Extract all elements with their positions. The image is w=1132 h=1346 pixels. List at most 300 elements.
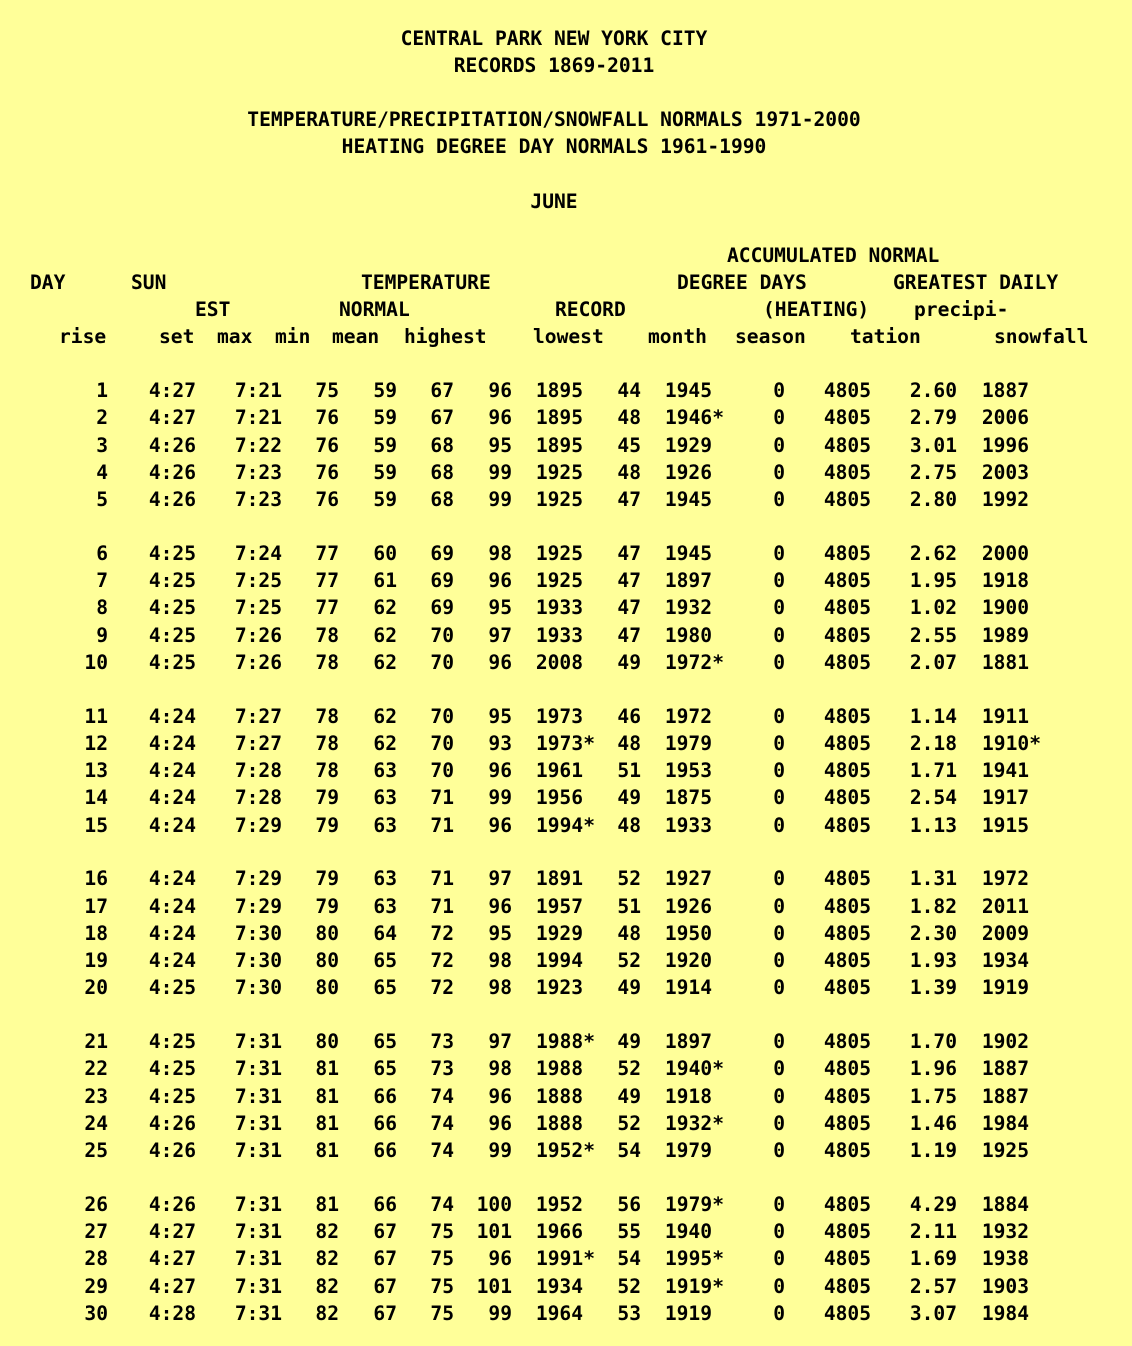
- cell-sun-rise: 4:25: [148, 976, 196, 1000]
- cell-record-lowest-year: 1953: [664, 759, 712, 782]
- cell-normal-min: 61: [373, 569, 397, 592]
- cell-day: 29: [84, 1274, 108, 1298]
- cell-record-highest: 96: [488, 894, 512, 918]
- cell-normal-mean: 69: [430, 541, 454, 565]
- cell-sun-rise: 4:24: [148, 704, 196, 728]
- cell-heating-month: 0: [773, 786, 785, 810]
- cell-precipitation-year: 1941: [981, 759, 1029, 782]
- cell-normal-max: 81: [315, 1139, 339, 1162]
- cell-record-lowest: 45: [617, 433, 641, 457]
- cell-record-lowest-year: 1995*: [665, 1247, 724, 1271]
- cell-record-highest: 99: [488, 786, 512, 810]
- cell-precipitation: 1.39: [909, 976, 957, 1000]
- cell-precipitation-year: 1917: [981, 786, 1029, 810]
- cell-record-highest-year: 1973: [535, 704, 583, 728]
- cell-precipitation: 2.55: [909, 623, 957, 647]
- cell-record-highest-year: 1994: [535, 949, 583, 972]
- cell-precipitation: 2.11: [909, 1220, 957, 1243]
- cell-day: 25: [84, 1139, 108, 1162]
- cell-record-lowest: 51: [617, 894, 641, 918]
- cell-record-highest-year: 1925: [535, 569, 583, 592]
- cell-heating-month: 0: [773, 1030, 785, 1053]
- cell-record-highest: 101: [476, 1220, 512, 1243]
- cell-record-highest-year: 1923: [535, 976, 583, 1000]
- cell-normal-min: 62: [373, 650, 397, 674]
- cell-heating-month: 0: [773, 1247, 785, 1271]
- cell-sun-set: 7:29: [234, 894, 282, 918]
- cell-sun-rise: 4:24: [148, 894, 196, 918]
- month-heading: JUNE: [530, 190, 578, 213]
- cell-normal-min: 66: [373, 1111, 397, 1135]
- cell-day: 13: [84, 759, 108, 782]
- cell-record-highest: 95: [488, 596, 512, 620]
- cell-sun-set: 7:30: [234, 921, 282, 945]
- cell-record-lowest: 54: [617, 1139, 641, 1162]
- cell-normal-max: 75: [315, 379, 339, 402]
- cell-record-highest-year: 1895: [535, 406, 583, 430]
- cell-heating-month: 0: [773, 894, 785, 918]
- cell-day: 30: [84, 1301, 108, 1325]
- greatest-daily-header: GREATEST DAILY: [893, 271, 1059, 294]
- cell-record-highest-year: 1994*: [536, 813, 595, 837]
- cell-sun-set: 7:31: [234, 1220, 282, 1243]
- cell-record-lowest-year: 1945: [664, 379, 712, 402]
- cell-record-lowest: 49: [617, 1084, 641, 1108]
- est-header: EST: [195, 298, 231, 321]
- cell-record-lowest: 47: [617, 488, 641, 511]
- cell-record-highest-year: 1925: [535, 460, 583, 484]
- cell-heating-month: 0: [773, 949, 785, 972]
- cell-precipitation: 1.75: [909, 1084, 957, 1108]
- cell-record-highest-year: 2008: [535, 650, 583, 674]
- cell-record-lowest: 51: [617, 759, 641, 782]
- cell-record-lowest: 55: [617, 1220, 641, 1243]
- cell-sun-set: 7:28: [234, 759, 282, 782]
- cell-sun-rise: 4:26: [148, 1139, 196, 1162]
- cell-normal-max: 78: [315, 650, 339, 674]
- cell-sun-set: 7:26: [234, 650, 282, 674]
- cell-heating-month: 0: [773, 704, 785, 728]
- cell-normal-mean: 70: [430, 731, 454, 755]
- cell-precipitation: 1.19: [909, 1139, 957, 1162]
- cell-normal-min: 63: [373, 759, 397, 782]
- cell-precipitation: 1.13: [909, 813, 957, 837]
- cell-precipitation: 2.18: [909, 731, 957, 755]
- cell-heating-month: 0: [773, 596, 785, 620]
- cell-record-highest: 98: [488, 541, 512, 565]
- cell-record-highest: 96: [488, 1247, 512, 1271]
- cell-record-lowest: 48: [617, 731, 641, 755]
- cell-record-highest: 96: [488, 1084, 512, 1108]
- cell-normal-min: 63: [373, 894, 397, 918]
- cell-heating-season: 4805: [823, 569, 871, 592]
- cell-precipitation-year: 2003: [981, 460, 1029, 484]
- cell-heating-month: 0: [773, 976, 785, 1000]
- cell-precipitation-year: 1881: [981, 650, 1029, 674]
- cell-heating-season: 4805: [823, 894, 871, 918]
- cell-normal-max: 80: [315, 949, 339, 972]
- cell-record-lowest-year: 1929: [664, 433, 712, 457]
- cell-record-lowest: 49: [617, 1030, 641, 1053]
- cell-heating-season: 4805: [823, 623, 871, 647]
- cell-precipitation-year: 1992: [981, 488, 1029, 511]
- cell-normal-max: 82: [315, 1247, 339, 1271]
- cell-heating-season: 4805: [823, 1139, 871, 1162]
- cell-precipitation: 2.07: [909, 650, 957, 674]
- cell-heating-month: 0: [773, 731, 785, 755]
- snowfall-header: snowfall: [994, 325, 1089, 348]
- cell-normal-mean: 74: [430, 1192, 454, 1216]
- month-column-header: month: [648, 325, 707, 348]
- cell-precipitation-year: 1902: [981, 1030, 1029, 1053]
- cell-sun-rise: 4:26: [148, 433, 196, 457]
- cell-record-highest-year: 1895: [535, 379, 583, 402]
- cell-sun-rise: 4:24: [148, 921, 196, 945]
- cell-record-lowest-year: 1945: [664, 488, 712, 511]
- cell-record-lowest: 47: [617, 596, 641, 620]
- cell-heating-season: 4805: [823, 541, 871, 565]
- cell-sun-rise: 4:27: [148, 1220, 196, 1243]
- title-line-2: RECORDS 1869-2011: [453, 54, 655, 77]
- mean-header: mean: [332, 325, 380, 348]
- cell-record-highest-year: 1952: [535, 1192, 583, 1216]
- cell-record-highest-year: 1988: [535, 1057, 583, 1081]
- cell-record-lowest-year: 1979: [664, 1139, 712, 1162]
- cell-normal-min: 66: [373, 1084, 397, 1108]
- cell-record-highest: 99: [488, 460, 512, 484]
- lowest-header: lowest: [533, 325, 604, 348]
- cell-precipitation: 2.79: [909, 406, 957, 430]
- cell-normal-min: 64: [373, 921, 397, 945]
- cell-normal-min: 67: [373, 1220, 397, 1243]
- cell-normal-min: 63: [373, 867, 397, 891]
- cell-precipitation: 2.62: [909, 541, 957, 565]
- cell-normal-min: 62: [373, 623, 397, 647]
- cell-heating-month: 0: [773, 650, 785, 674]
- cell-record-highest: 98: [488, 1057, 512, 1081]
- cell-sun-set: 7:31: [234, 1192, 282, 1216]
- degree-days-header: DEGREE DAYS: [677, 271, 807, 294]
- cell-sun-rise: 4:25: [148, 1084, 196, 1108]
- cell-normal-mean: 74: [430, 1111, 454, 1135]
- cell-normal-mean: 73: [430, 1030, 454, 1053]
- cell-normal-max: 79: [315, 813, 339, 837]
- rise-header: rise: [59, 325, 107, 348]
- cell-precipitation: 1.69: [909, 1247, 957, 1271]
- cell-record-highest: 99: [488, 488, 512, 511]
- cell-normal-mean: 75: [430, 1220, 454, 1243]
- season-header: season: [735, 325, 806, 348]
- cell-record-lowest: 52: [617, 1057, 641, 1081]
- cell-day: 2: [96, 406, 108, 430]
- cell-heating-season: 4805: [823, 1301, 871, 1325]
- cell-heating-month: 0: [773, 1220, 785, 1243]
- cell-sun-rise: 4:27: [148, 379, 196, 402]
- cell-sun-set: 7:24: [234, 541, 282, 565]
- cell-normal-mean: 68: [430, 433, 454, 457]
- cell-sun-rise: 4:26: [148, 1111, 196, 1135]
- cell-normal-max: 77: [315, 569, 339, 592]
- cell-sun-set: 7:23: [234, 488, 282, 511]
- cell-normal-max: 78: [315, 759, 339, 782]
- cell-day: 24: [84, 1111, 108, 1135]
- cell-heating-season: 4805: [823, 1247, 871, 1271]
- cell-day: 26: [84, 1192, 108, 1216]
- cell-sun-rise: 4:25: [148, 596, 196, 620]
- cell-sun-rise: 4:25: [148, 541, 196, 565]
- cell-normal-max: 80: [315, 921, 339, 945]
- cell-normal-mean: 71: [430, 894, 454, 918]
- cell-record-highest-year: 1929: [535, 921, 583, 945]
- cell-normal-max: 79: [315, 786, 339, 810]
- cell-heating-month: 0: [773, 379, 785, 402]
- cell-record-lowest-year: 1919: [664, 1301, 712, 1325]
- cell-sun-set: 7:28: [234, 786, 282, 810]
- cell-record-lowest-year: 1940*: [665, 1057, 724, 1081]
- cell-record-lowest-year: 1933: [664, 813, 712, 837]
- cell-record-lowest-year: 1950: [664, 921, 712, 945]
- cell-heating-month: 0: [773, 569, 785, 592]
- cell-sun-set: 7:31: [234, 1057, 282, 1081]
- cell-normal-max: 82: [315, 1301, 339, 1325]
- cell-precipitation: 1.82: [909, 894, 957, 918]
- cell-record-lowest-year: 1926: [664, 460, 712, 484]
- cell-day: 27: [84, 1220, 108, 1243]
- cell-normal-mean: 72: [430, 921, 454, 945]
- cell-sun-rise: 4:26: [148, 1192, 196, 1216]
- cell-sun-rise: 4:27: [148, 406, 196, 430]
- cell-precipitation-year: 1989: [981, 623, 1029, 647]
- cell-normal-mean: 73: [430, 1057, 454, 1081]
- cell-record-highest: 96: [488, 650, 512, 674]
- cell-record-lowest-year: 1927: [664, 867, 712, 891]
- cell-record-highest-year: 1956: [535, 786, 583, 810]
- cell-normal-max: 80: [315, 1030, 339, 1053]
- cell-normal-mean: 71: [430, 867, 454, 891]
- cell-day: 8: [96, 596, 108, 620]
- cell-normal-min: 66: [373, 1139, 397, 1162]
- cell-record-highest: 96: [488, 813, 512, 837]
- cell-record-highest-year: 1888: [535, 1111, 583, 1135]
- cell-normal-min: 67: [373, 1274, 397, 1298]
- cell-record-highest-year: 1961: [535, 759, 583, 782]
- cell-sun-set: 7:21: [234, 406, 282, 430]
- cell-sun-rise: 4:24: [148, 786, 196, 810]
- cell-precipitation: 2.75: [909, 460, 957, 484]
- highest-header: highest: [404, 325, 487, 348]
- precipitation-header: precipi-: [914, 298, 1009, 321]
- cell-precipitation: 2.54: [909, 786, 957, 810]
- cell-record-highest: 97: [488, 623, 512, 647]
- cell-heating-month: 0: [773, 1084, 785, 1108]
- cell-normal-mean: 72: [430, 949, 454, 972]
- cell-record-highest-year: 1933: [535, 596, 583, 620]
- cell-record-highest-year: 1895: [535, 433, 583, 457]
- cell-normal-max: 82: [315, 1220, 339, 1243]
- cell-record-lowest-year: 1919*: [665, 1274, 724, 1298]
- cell-precipitation-year: 1996: [981, 433, 1029, 457]
- cell-record-highest: 96: [488, 569, 512, 592]
- cell-record-lowest: 56: [617, 1192, 641, 1216]
- cell-precipitation: 2.80: [909, 488, 957, 511]
- cell-sun-rise: 4:26: [148, 488, 196, 511]
- cell-day: 20: [84, 976, 108, 1000]
- cell-record-lowest-year: 1897: [664, 569, 712, 592]
- cell-record-highest-year: 1991*: [536, 1247, 595, 1271]
- cell-day: 6: [96, 541, 108, 565]
- cell-record-lowest-year: 1972*: [665, 650, 724, 674]
- cell-precipitation-year: 1919: [981, 976, 1029, 1000]
- cell-record-lowest-year: 1920: [664, 949, 712, 972]
- set-header: set: [159, 325, 195, 348]
- cell-sun-rise: 4:26: [148, 460, 196, 484]
- cell-record-highest-year: 1933: [535, 623, 583, 647]
- cell-record-lowest-year: 1875: [664, 786, 712, 810]
- cell-record-lowest-year: 1914: [664, 976, 712, 1000]
- cell-normal-max: 76: [315, 433, 339, 457]
- cell-precipitation-year: 1915: [981, 813, 1029, 837]
- cell-heating-month: 0: [773, 1139, 785, 1162]
- cell-record-lowest: 48: [617, 406, 641, 430]
- cell-heating-season: 4805: [823, 596, 871, 620]
- cell-sun-rise: 4:27: [148, 1247, 196, 1271]
- cell-sun-set: 7:29: [234, 813, 282, 837]
- cell-normal-mean: 75: [430, 1247, 454, 1271]
- cell-normal-min: 59: [373, 406, 397, 430]
- cell-sun-set: 7:31: [234, 1084, 282, 1108]
- cell-sun-set: 7:26: [234, 623, 282, 647]
- cell-heating-season: 4805: [823, 1220, 871, 1243]
- cell-heating-season: 4805: [823, 1084, 871, 1108]
- cell-record-lowest: 44: [617, 379, 641, 402]
- cell-normal-mean: 71: [430, 786, 454, 810]
- cell-normal-min: 59: [373, 379, 397, 402]
- cell-record-lowest: 52: [617, 1111, 641, 1135]
- cell-sun-rise: 4:25: [148, 623, 196, 647]
- cell-day: 17: [84, 894, 108, 918]
- cell-record-highest-year: 1925: [535, 541, 583, 565]
- cell-record-highest: 95: [488, 921, 512, 945]
- cell-heating-season: 4805: [823, 1030, 871, 1053]
- cell-sun-set: 7:30: [234, 949, 282, 972]
- cell-normal-min: 65: [373, 1030, 397, 1053]
- cell-record-lowest-year: 1980: [664, 623, 712, 647]
- normal-header: NORMAL: [339, 298, 410, 321]
- cell-day: 1: [96, 379, 108, 402]
- cell-record-lowest: 53: [617, 1301, 641, 1325]
- cell-heating-season: 4805: [823, 1111, 871, 1135]
- cell-day: 28: [84, 1247, 108, 1271]
- cell-normal-max: 81: [315, 1111, 339, 1135]
- max-header: max: [217, 325, 253, 348]
- cell-sun-set: 7:27: [234, 731, 282, 755]
- cell-heating-season: 4805: [823, 976, 871, 1000]
- cell-sun-set: 7:22: [234, 433, 282, 457]
- cell-sun-set: 7:31: [234, 1247, 282, 1271]
- cell-record-highest: 97: [488, 867, 512, 891]
- cell-normal-max: 80: [315, 976, 339, 1000]
- cell-day: 19: [84, 949, 108, 972]
- cell-record-highest: 96: [488, 759, 512, 782]
- cell-day: 14: [84, 786, 108, 810]
- cell-normal-min: 62: [373, 596, 397, 620]
- cell-day: 11: [84, 704, 108, 728]
- cell-record-highest-year: 1973*: [536, 731, 595, 755]
- cell-heating-season: 4805: [823, 867, 871, 891]
- cell-normal-mean: 74: [430, 1084, 454, 1108]
- cell-heating-season: 4805: [823, 1274, 871, 1298]
- cell-precipitation-year: 1887: [981, 1057, 1029, 1081]
- cell-precipitation: 2.60: [909, 379, 957, 402]
- cell-record-highest-year: 1934: [535, 1274, 583, 1298]
- cell-record-lowest: 47: [617, 569, 641, 592]
- cell-record-highest-year: 1966: [535, 1220, 583, 1243]
- cell-sun-set: 7:31: [234, 1301, 282, 1325]
- temperature-header: TEMPERATURE: [361, 271, 491, 294]
- cell-day: 21: [84, 1030, 108, 1053]
- cell-record-highest: 95: [488, 433, 512, 457]
- cell-record-lowest: 49: [617, 976, 641, 1000]
- cell-precipitation: 1.14: [909, 704, 957, 728]
- cell-heating-season: 4805: [823, 406, 871, 430]
- cell-normal-max: 81: [315, 1192, 339, 1216]
- cell-heating-season: 4805: [823, 786, 871, 810]
- cell-day: 7: [96, 569, 108, 592]
- cell-sun-set: 7:25: [234, 569, 282, 592]
- cell-precipitation-year: 1911: [981, 704, 1029, 728]
- cell-record-highest: 100: [476, 1192, 512, 1216]
- cell-normal-max: 81: [315, 1057, 339, 1081]
- cell-heating-month: 0: [773, 460, 785, 484]
- cell-heating-season: 4805: [823, 921, 871, 945]
- cell-heating-month: 0: [773, 1111, 785, 1135]
- cell-record-lowest-year: 1940: [664, 1220, 712, 1243]
- cell-record-lowest-year: 1932*: [665, 1111, 724, 1135]
- cell-day: 4: [96, 460, 108, 484]
- cell-sun-rise: 4:24: [148, 867, 196, 891]
- cell-record-highest: 98: [488, 949, 512, 972]
- cell-record-lowest-year: 1945: [664, 541, 712, 565]
- cell-normal-min: 65: [373, 949, 397, 972]
- cell-day: 5: [96, 488, 108, 511]
- cell-record-lowest-year: 1946*: [665, 406, 724, 430]
- cell-normal-min: 59: [373, 460, 397, 484]
- cell-precipitation-year: 1884: [981, 1192, 1029, 1216]
- cell-record-highest-year: 1964: [535, 1301, 583, 1325]
- cell-sun-set: 7:29: [234, 867, 282, 891]
- cell-precipitation-year: 1887: [981, 1084, 1029, 1108]
- cell-day: 9: [96, 623, 108, 647]
- cell-normal-mean: 68: [430, 488, 454, 511]
- cell-normal-mean: 70: [430, 704, 454, 728]
- cell-record-highest-year: 1925: [535, 488, 583, 511]
- cell-precipitation-year: 2006: [981, 406, 1029, 430]
- cell-record-lowest: 52: [617, 867, 641, 891]
- cell-sun-rise: 4:27: [148, 1274, 196, 1298]
- cell-precipitation-year: 1910*: [982, 731, 1041, 755]
- cell-normal-mean: 69: [430, 596, 454, 620]
- cell-precipitation-year: 1972: [981, 867, 1029, 891]
- cell-sun-rise: 4:28: [148, 1301, 196, 1325]
- cell-record-lowest: 48: [617, 921, 641, 945]
- cell-precipitation-year: 1925: [981, 1139, 1029, 1162]
- cell-normal-min: 63: [373, 813, 397, 837]
- cell-normal-mean: 68: [430, 460, 454, 484]
- cell-sun-set: 7:25: [234, 596, 282, 620]
- normals-line-1: TEMPERATURE/PRECIPITATION/SNOWFALL NORMALS 1971-2000: [247, 108, 861, 131]
- cell-record-lowest-year: 1979*: [665, 1192, 724, 1216]
- cell-normal-mean: 67: [430, 379, 454, 402]
